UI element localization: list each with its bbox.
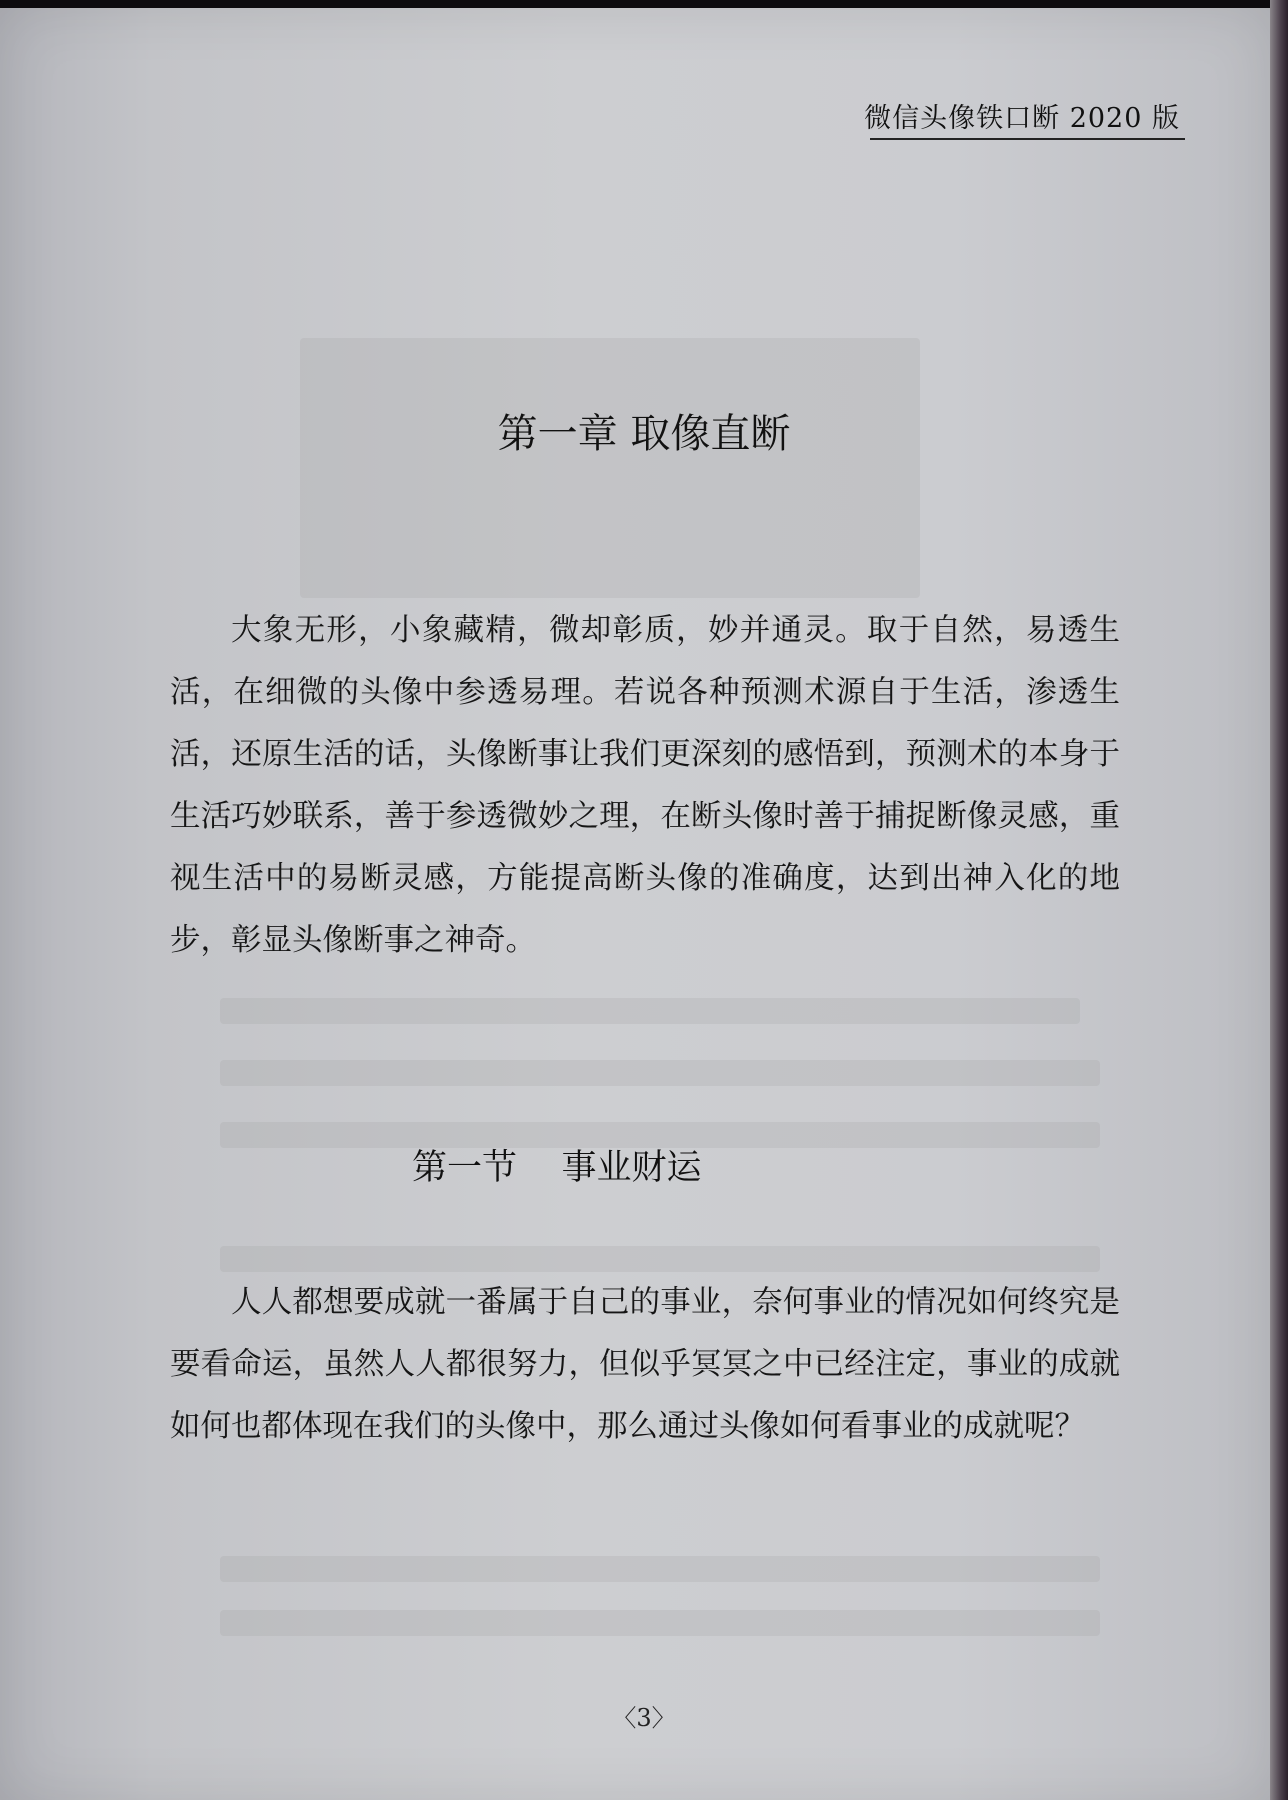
show-through-block: [300, 338, 920, 598]
header-rule: [870, 138, 1185, 140]
show-through-line: [220, 1246, 1100, 1272]
chapter-title: 第一章 取像直断: [497, 411, 791, 457]
show-through-line: [220, 1610, 1100, 1636]
running-header: 微信头像铁口断 2020 版: [864, 103, 1180, 134]
section-paragraph: 人人都想要成就一番属于自己的事业，奈何事业的情况如何终究是要看命运，虽然人人都很努力，但似乎冥冥之中已经注定，事业的成就如何也都体现在我们的头像中，那么通过头像如何看事业的成就呢？: [170, 1285, 1120, 1444]
page-number: 〈3〉: [612, 1704, 676, 1732]
chapter-paragraph: 大象无形，小象藏精，微却彰质，妙并通灵。取于自然，易透生活，在细微的头像中参透易理。若说各种预测术源自于生活，渗透生活，还原生活的话，头像断事让我们更深刻的感悟到，预测术的本身于生活巧妙联系，善于参透微妙之理，在断头像时善于捕捉断像灵感，重视生活中的易断灵感，方能提高断头像的准确度，达到出神入化的地步，彰显头像断事之神奇。: [170, 613, 1120, 958]
show-through-line: [220, 1060, 1100, 1086]
show-through-line: [220, 998, 1080, 1024]
show-through-line: [220, 1556, 1100, 1582]
section-title: 第一节 事业财运: [412, 1148, 702, 1188]
page-edge: [1270, 0, 1288, 1800]
